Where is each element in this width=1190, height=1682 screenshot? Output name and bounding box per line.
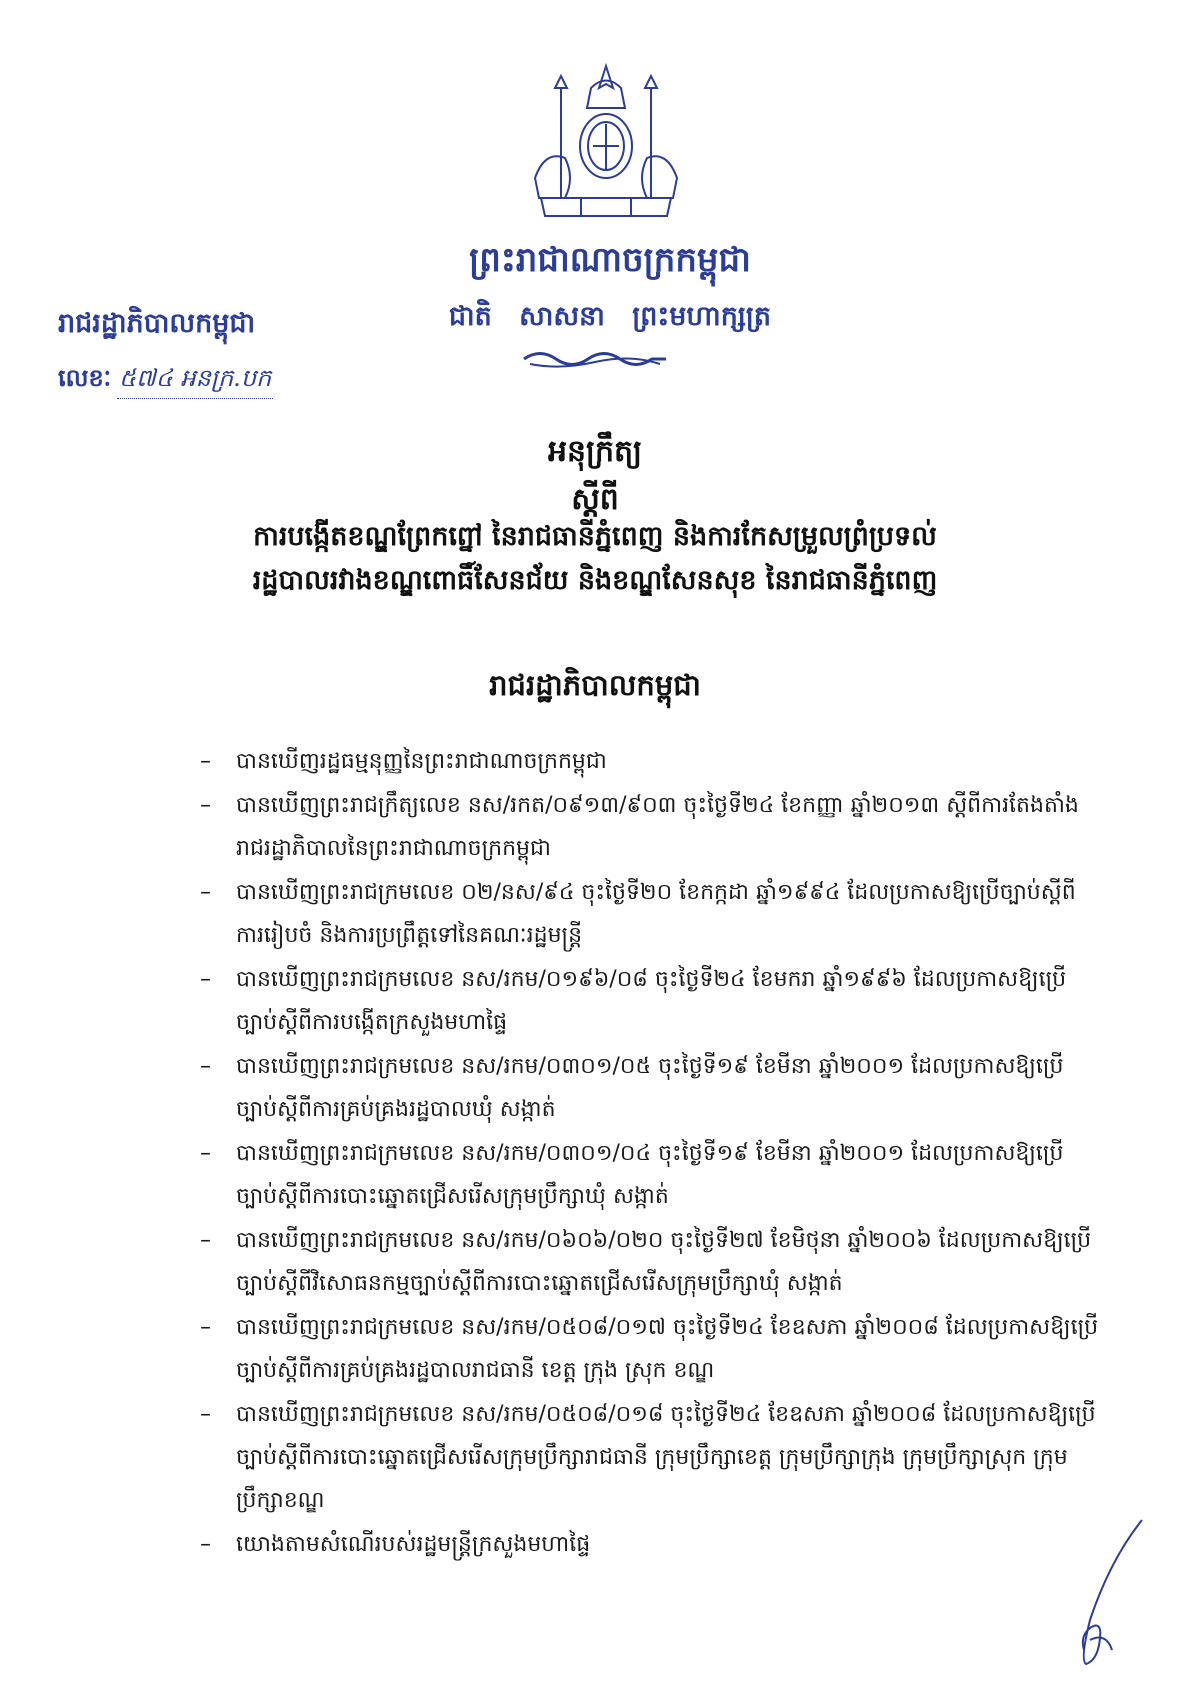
initials-signature-icon [1050,1510,1150,1670]
government-header: រាជរដ្ឋាភិបាលកម្ពុជា [58,308,256,339]
subject-line-2: រដ្ឋបាលរវាងខណ្ឌពោធិ៍សែនជ័យ និងខណ្ឌសែនសុខ នៃរាជធានីភ្នំពេញ [252,565,938,596]
subject-line-1: ការបង្កើតខណ្ឌព្រែកព្នៅ នៃរាជធានីភ្នំពេញ និងការកែសម្រួលព្រំប្រទល់ [253,521,937,552]
about-label: ស្ដីពី [571,482,619,517]
list-item: – បានឃើញរដ្ឋធម្មនុញ្ញនៃព្រះរាជាណាចក្រកម្ពុជា [200,749,607,774]
list-item: – យោងតាមសំណើរបស់រដ្ឋមន្ត្រីក្រសួងមហាផ្ទៃ [200,1532,591,1557]
national-motto: ជាតិ សាសនា ព្រះមហាក្សត្រ [448,301,772,332]
list-item: – បានឃើញព្រះរាជក្រមលេខ នស/រកម/០៣០១/០៤ ចុះថ្ងៃទី១៩ ខែមីនា ឆ្នាំ២០០១ ដែលប្រកាសឱ្យប្រើច្បាប់ស្តីពីការបោះឆ្នោតជ្រើសរើសក្រុមប្រឹក្សាឃុំ សង្កាត់ [200,1141,1064,1209]
list-item: – បានឃើញព្រះរាជក្រឹត្យលេខ នស/រកត/០៩១៣/៩០៣ ចុះថ្ងៃទី២៤ ខែកញ្ញា ឆ្នាំ២០១៣ ស្តីពីការតែងតាំងរាជរដ្ឋាភិបាលនៃព្រះរាជាណាចក្រកម្ពុជា [200,793,1079,861]
issuer-heading: រាជរដ្ឋាភិបាលកម្ពុជា [489,668,701,702]
list-item: – បានឃើញព្រះរាជក្រមលេខ នស/រកម/០១៩៦/០៨ ចុះថ្ងៃទី២៤ ខែមករា ឆ្នាំ១៩៩៦ ដែលប្រកាសឱ្យប្រើច្បាប់ស្តីពីការបង្កើតក្រសួងមហាផ្ទៃ [200,967,1067,1035]
list-item: – បានឃើញព្រះរាជក្រមលេខ នស/រកម/០៥០៨/០១៧ ចុះថ្ងៃទី២៤ ខែឧសភា ឆ្នាំ២០០៨ ដែលប្រកាសឱ្យប្រើច្បាប់ស្តីពីការគ្រប់គ្រងរដ្ឋបាលរាជធានី ខេត្ត ក្រុង ស្រុក ខណ្ឌ [200,1315,1099,1383]
list-item: – បានឃើញព្រះរាជក្រមលេខ នស/រកម/០៥០៨/០១៨ ចុះថ្ងៃទី២៤ ខែឧសភា ឆ្នាំ២០០៨ ដែលប្រកាសឱ្យប្រើច្បាប់ស្តីពីការបោះឆ្នោតជ្រើសរើសក្រុមប្រឹក្សារាជធានី ក្រុមប្រឹក្សាខេត្ត ក្រុមប្រឹក្សាក្រុង ក្រុមប្រឹក្សាស្រុក ក្រុមប្រឹក្សាខណ្ឌ [200,1402,1096,1513]
royal-emblem-icon [521,58,691,228]
list-item: – បានឃើញព្រះរាជក្រមលេខ នស/រកម/០៣០១/០៥ ចុះថ្ងៃទី១៩ ខែមីនា ឆ្នាំ២០០១ ដែលប្រកាសឱ្យប្រើច្បាប់ស្តីពីការគ្រប់គ្រងរដ្ឋបាលឃុំ សង្កាត់ [200,1054,1064,1122]
reference-number-line [58,363,273,399]
kingdom-title: ព្រះរាជាណាចក្រកម្ពុជា [469,240,751,280]
document-type: អនុក្រឹត្យ [547,434,643,469]
recitals-list [200,740,1100,1567]
ref-label: លេខៈ [58,364,112,392]
ornament-divider-icon [520,348,670,370]
ref-number: ៥៧៤ អនក្រ.បក [117,363,273,399]
list-item: – បានឃើញព្រះរាជក្រមលេខ ០២/នស/៩៤ ចុះថ្ងៃទី២០ ខែកក្កដា ឆ្នាំ១៩៩៤ ដែលប្រកាសឱ្យប្រើច្បាប់ស្តីពីការរៀបចំ និងការប្រព្រឹត្តទៅនៃគណៈរដ្ឋមន្ត្រី [200,880,1076,948]
list-item: – បានឃើញព្រះរាជក្រមលេខ នស/រកម/០៦០៦/០២០ ចុះថ្ងៃទី២៧ ខែមិថុនា ឆ្នាំ២០០៦ ដែលប្រកាសឱ្យប្រើច្បាប់ស្តីពីវិសោធនកម្មច្បាប់ស្តីពីការបោះឆ្នោតជ្រើសរើសក្រុមប្រឹក្សាឃុំ សង្កាត់ [200,1228,1092,1296]
